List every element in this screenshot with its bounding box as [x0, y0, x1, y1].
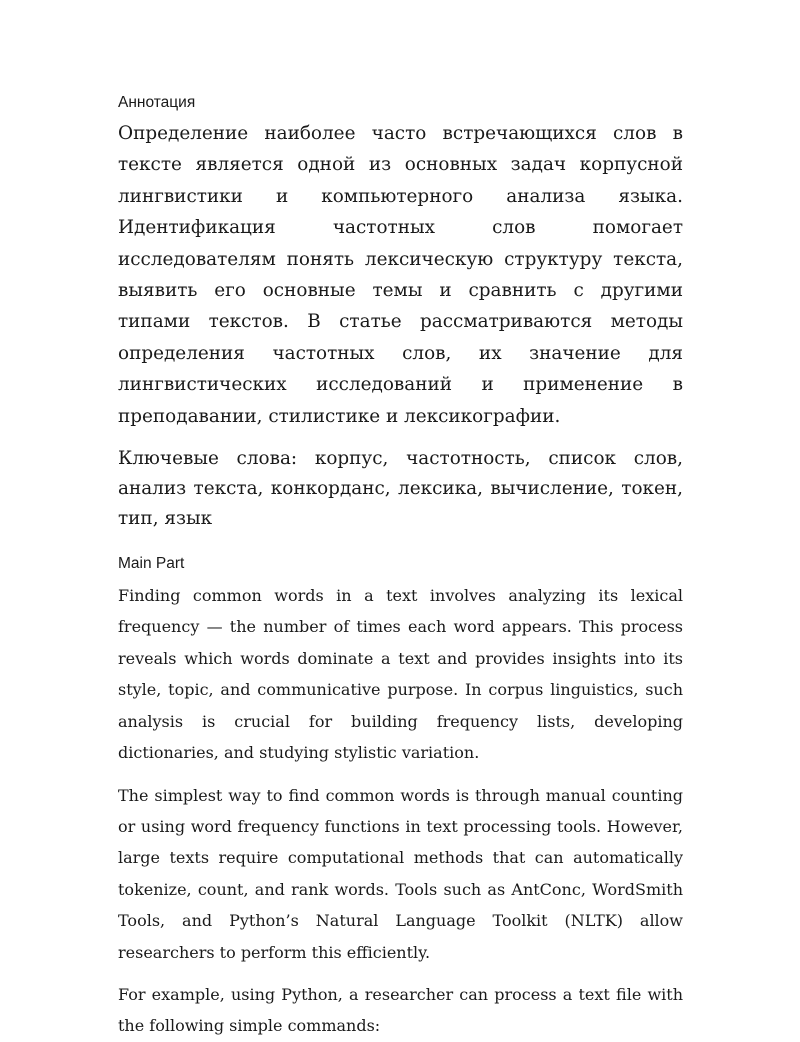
document-page — [118, 92, 683, 1042]
annotation-paragraph: Определение наиболее часто встречающихся слов в тексте является одной из основных задач корпусной лингвистики и компьютерного анализа языка. Идентификация частотных слов помогает исследователям понять лексическую структуру текста, выявить его основные темы и сравнить с другими типами текстов. В статье рассматриваются методы определения частотных слов, их значение для лингвистических исследований и применение в преподавании, стилистике и лексикографии. — [118, 123, 683, 427]
main-part-paragraph-1: Finding common words in a text involves analyzing its lexical frequency — the number of times each word appears. This process reveals which words dominate a text and provides insights into its style, topic, and communicative purpose. In corpus linguistics, such analysis is crucial for building frequency lists, developing dictionaries, and studying stylistic variation. — [118, 586, 683, 763]
keywords-paragraph: Ключевые слова: корпус, частотность, список слов, анализ текста, конкорданс, лексика, вычисление, токен, тип, язык — [118, 448, 683, 530]
main-part-heading: Main Part — [118, 555, 185, 573]
annotation-heading: Аннотация — [118, 94, 196, 111]
main-part-paragraph-3: For example, using Python, a researcher can process a text file with the following simple commands: — [118, 984, 683, 1036]
main-part-paragraph-2: The simplest way to find common words is through manual counting or using word frequency functions in text processing tools. However, large texts require computational methods that can automatically tokenize, count, and rank words. Tools such as AntConc, WordSmith Tools, and Python’s Natural Language Toolkit (NLTK) allow researchers to perform this efficiently. — [118, 785, 683, 962]
